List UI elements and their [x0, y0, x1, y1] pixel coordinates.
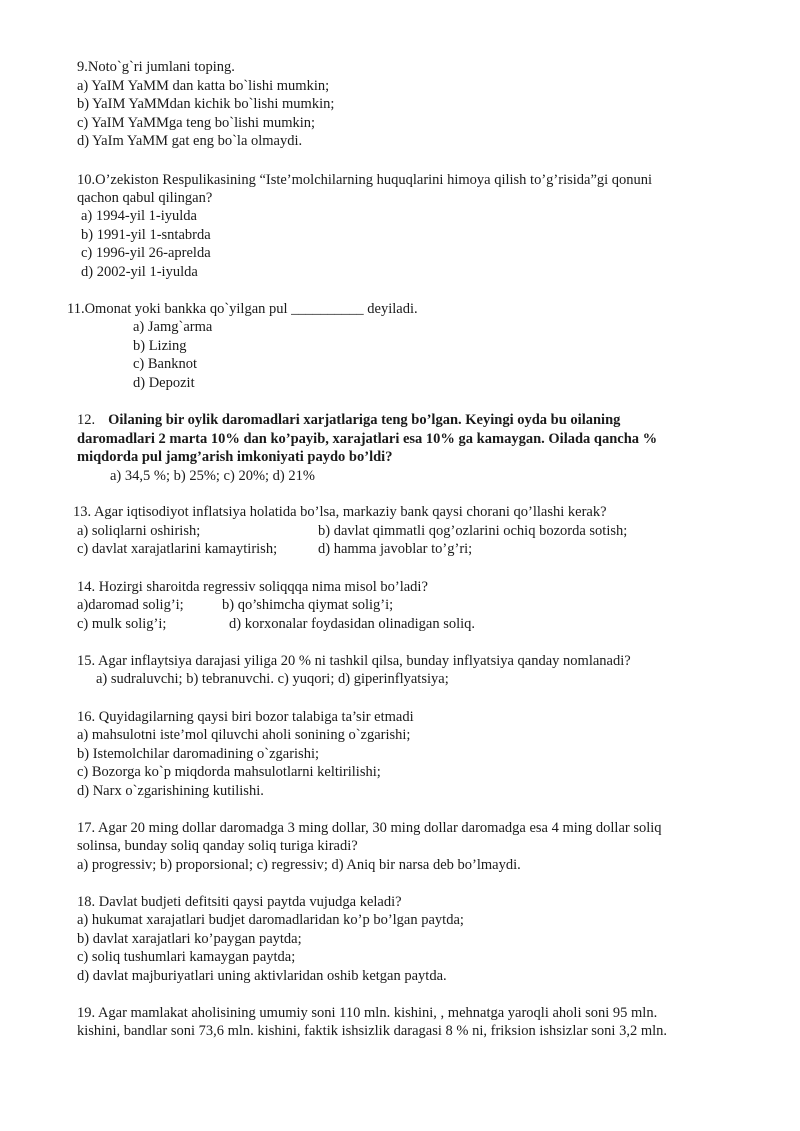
question-10-option-a: a) 1994-yil 1-iyulda	[81, 208, 197, 224]
question-12-answers: a) 34,5 %; b) 25%; c) 20%; d) 21%	[110, 468, 315, 484]
question-12-text-line1: Oilaning bir oylik daromadlari xarjatlariga teng bo’lgan. Keyingi oyda bu oilaning	[108, 412, 621, 428]
question-10-option-d: d) 2002-yil 1-iyulda	[81, 264, 198, 280]
question-13-title: 13. Agar iqtisodiyot inflatsiya holatida bo’lsa, markaziy bank qaysi chorani qo’llashi kerak?	[73, 504, 607, 520]
question-11-option-c: c) Banknot	[133, 356, 198, 372]
question-18-option-b: b) davlat xarajatlari ko’paygan paytda;	[77, 931, 302, 947]
question-9-option-d: d) YaIm YaMM gat eng bo`la olmaydi.	[77, 133, 303, 149]
question-17-answers: a) progressiv; b) proporsional; c) regressiv; d) Aniq bir narsa deb bo’lmaydi.	[77, 857, 521, 873]
question-17-line1: 17. Agar 20 ming dollar daromadga 3 ming dollar, 30 ming dollar daromadga esa 4 ming dollar soliq	[77, 820, 662, 836]
question-10-title-line1: 10.O’zekiston Respulikasining “Iste’molchilarning huquqlarini himoya qilish to’g’risida”gi qonuni	[77, 172, 653, 188]
question-18-option-d: d) davlat majburiyatlari uning aktivlaridan oshib ketgan paytda.	[77, 968, 447, 984]
question-14-option-c: c) mulk solig’i;	[77, 616, 167, 632]
question-9-title: 9.Noto`g`ri jumlani toping.	[77, 59, 235, 75]
question-10-option-b: b) 1991-yil 1-sntabrda	[81, 227, 211, 243]
question-14-option-a: a)daromad solig’i;	[77, 597, 184, 613]
question-16-title: 16. Quyidagilarning qaysi biri bozor talabiga ta’sir etmadi	[77, 709, 414, 725]
question-9-option-c: c) YaIM YaMMga teng bo`lishi mumkin;	[77, 115, 316, 131]
question-12-line2: daromadlari 2 marta 10% dan ko’payib, xarajatlari esa 10% ga kamaygan. Oilada qancha %	[77, 431, 658, 447]
question-17-line2: solinsa, bunday soliq qanday soliq turiga kiradi?	[77, 838, 358, 854]
question-18-option-c: c) soliq tushumlari kamaygan paytda;	[77, 949, 296, 965]
question-13-option-d: d) hamma javoblar to’g’ri;	[318, 541, 473, 557]
question-16-option-d: d) Narx o`zgarishining kutilishi.	[77, 783, 264, 799]
question-13-option-a: a) soliqlarni oshirish;	[77, 523, 201, 539]
question-13-option-b: b) davlat qimmatli qog’ozlarini ochiq bozorda sotish;	[318, 523, 628, 539]
question-18-title: 18. Davlat budjeti defitsiti qaysi paytda vujudga keladi?	[77, 894, 402, 910]
question-12-line3: miqdorda pul jamg’arish imkoniyati paydo bo’ldi?	[77, 449, 393, 465]
question-16-option-a: a) mahsulotni iste’mol qiluvchi aholi sonining o`zgarishi;	[77, 727, 411, 743]
question-13-option-c: c) davlat xarajatlarini kamaytirish;	[77, 541, 278, 557]
question-16-option-b: b) Istemolchilar daromadining o`zgarishi;	[77, 746, 319, 762]
question-11-title: 11.Omonat yoki bankka qo`yilgan pul __________ deyiladi.	[67, 301, 418, 317]
question-18-option-a: a) hukumat xarajatlari budjet daromadlaridan ko’p bo’lgan paytda;	[77, 912, 464, 928]
question-11-option-b: b) Lizing	[133, 338, 187, 354]
question-9-option-b: b) YaIM YaMMdan kichik bo`lishi mumkin;	[77, 96, 335, 112]
question-9-option-a: a) YaIM YaMM dan katta bo`lishi mumkin;	[77, 78, 330, 94]
question-15-answers: a) sudraluvchi; b) tebranuvchi. c) yuqori; d) giperinflyatsiya;	[96, 671, 449, 687]
question-14-option-b: b) qo’shimcha qiymat solig’i;	[222, 597, 394, 613]
question-12-line1	[77, 411, 620, 429]
question-19-line2: kishini, bandlar soni 73,6 mln. kishini, faktik ishsizlik daragasi 8 % ni, friksion ishsizlar soni 3,2 mln.	[77, 1023, 668, 1039]
question-14-title: 14. Hozirgi sharoitda regressiv soliqqqa nima misol bo’ladi?	[77, 579, 428, 595]
question-12-number: 12.	[77, 412, 96, 428]
question-10-option-c: c) 1996-yil 26-aprelda	[81, 245, 211, 261]
question-11-option-a: a) Jamg`arma	[133, 319, 213, 335]
question-10-title-line2: qachon qabul qilingan?	[77, 190, 213, 206]
question-11-option-d: d) Depozit	[133, 375, 195, 391]
question-16-option-c: c) Bozorga ko`p miqdorda mahsulotlarni keltirilishi;	[77, 764, 381, 780]
question-19-line1: 19. Agar mamlakat aholisining umumiy soni 110 mln. kishini, , mehnatga yaroqli aholi soni 95 mln.	[77, 1005, 658, 1021]
question-14-option-d: d) korxonalar foydasidan olinadigan soliq.	[229, 616, 476, 632]
question-15-title: 15. Agar inflaytsiya darajasi yiliga 20 % ni tashkil qilsa, bunday inflyatsiya qanday nomlanadi?	[77, 653, 631, 669]
